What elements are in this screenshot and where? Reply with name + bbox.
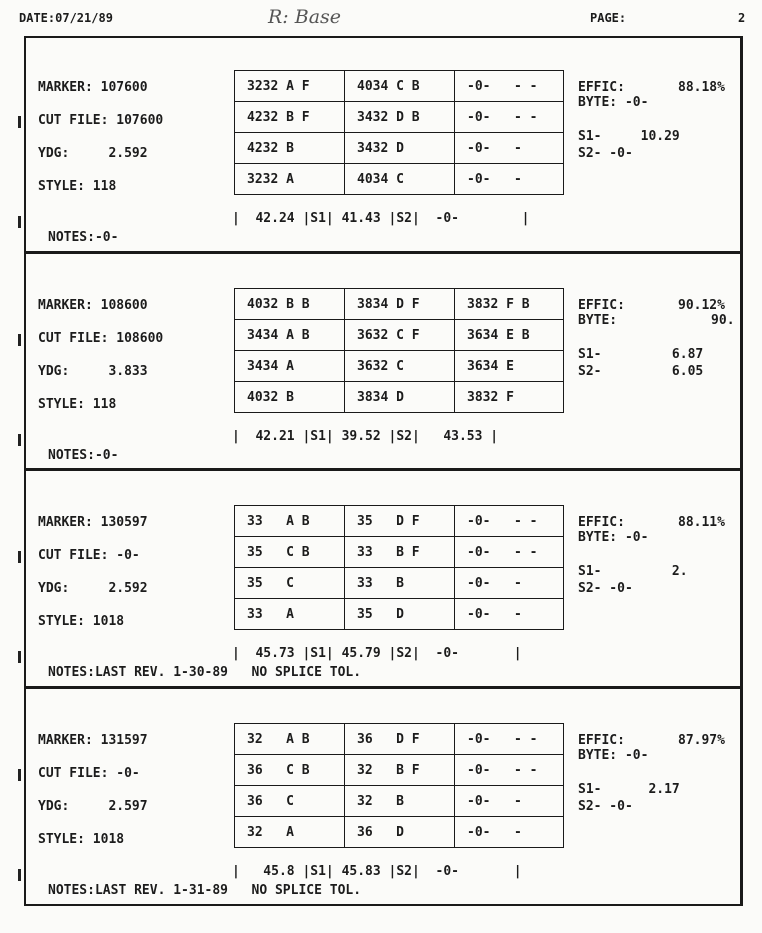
totals-line: | 42.24 |S1| 41.43 |S2| -0- | bbox=[232, 211, 530, 226]
grid-row bbox=[235, 786, 564, 817]
notes: NOTES:LAST REV. 1-31-89 NO SPLICE TOL. bbox=[48, 883, 362, 898]
grid-cell: -0- - - bbox=[455, 102, 564, 133]
grid-row bbox=[235, 599, 564, 630]
grid-cell: 3434 A B bbox=[235, 320, 345, 351]
byte-value: BYTE: -0- bbox=[578, 530, 649, 545]
grid-row bbox=[235, 755, 564, 786]
grid-cell: 36 C B bbox=[235, 755, 345, 786]
yardage: YDG: 3.833 bbox=[38, 364, 148, 379]
cut-file: CUT FILE: -0- bbox=[38, 766, 140, 781]
grid-cell: -0- - bbox=[455, 568, 564, 599]
page-label: PAGE: bbox=[590, 11, 627, 25]
section-divider bbox=[24, 468, 743, 471]
marker-id: MARKER: 131597 bbox=[38, 733, 148, 748]
grid-cell: 33 B bbox=[345, 568, 455, 599]
grid-cell: 4034 C bbox=[345, 164, 455, 195]
grid-cell: -0- - bbox=[455, 164, 564, 195]
byte-value: BYTE: -0- bbox=[578, 95, 649, 110]
effic-value: 87.97% bbox=[678, 733, 725, 748]
page-number: 2 bbox=[738, 11, 746, 25]
handwritten-note: R: Base bbox=[268, 6, 342, 28]
grid-cell: -0- - - bbox=[455, 537, 564, 568]
punch-tick bbox=[18, 216, 21, 228]
s1-value: S1- 2.17 bbox=[578, 782, 680, 797]
grid-cell: -0- - bbox=[455, 133, 564, 164]
section-divider bbox=[24, 686, 743, 689]
effic-label: EFFIC: bbox=[578, 298, 625, 313]
notes: NOTES:LAST REV. 1-30-89 NO SPLICE TOL. bbox=[48, 665, 362, 680]
grid-cell: 4034 C B bbox=[345, 71, 455, 102]
grid-cell: 4232 B F bbox=[235, 102, 345, 133]
report-date: DATE:07/21/89 bbox=[19, 11, 113, 25]
notes: NOTES:-0- bbox=[48, 230, 119, 245]
grid-cell: -0- - - bbox=[455, 755, 564, 786]
grid-row bbox=[235, 71, 564, 102]
grid-cell: 35 D F bbox=[345, 506, 455, 537]
grid-cell: 3834 D F bbox=[345, 289, 455, 320]
grid-cell: 33 B F bbox=[345, 537, 455, 568]
grid-cell: 3232 A F bbox=[235, 71, 345, 102]
s2-value: S2- -0- bbox=[578, 799, 633, 814]
s2-value: S2- -0- bbox=[578, 581, 633, 596]
punch-tick bbox=[18, 551, 21, 563]
style-number: STYLE: 118 bbox=[38, 179, 117, 194]
s2-value: S2- -0- bbox=[578, 146, 633, 161]
grid-cell: 35 D bbox=[345, 599, 455, 630]
style-number: STYLE: 1018 bbox=[38, 832, 125, 847]
marker-id: MARKER: 130597 bbox=[38, 515, 148, 530]
cut-file: CUT FILE: 108600 bbox=[38, 331, 164, 346]
effic-label: EFFIC: bbox=[578, 80, 625, 95]
totals-line: | 45.8 |S1| 45.83 |S2| -0- | bbox=[232, 864, 522, 879]
grid-row bbox=[235, 133, 564, 164]
section-divider bbox=[24, 251, 743, 254]
grid-row bbox=[235, 537, 564, 568]
size-grid bbox=[234, 70, 564, 195]
grid-cell: -0- - bbox=[455, 786, 564, 817]
cut-file: CUT FILE: 107600 bbox=[38, 113, 164, 128]
grid-cell: 3632 C F bbox=[345, 320, 455, 351]
grid-row bbox=[235, 724, 564, 755]
effic-value: 88.11% bbox=[678, 515, 725, 530]
marker-id: MARKER: 107600 bbox=[38, 80, 148, 95]
punch-tick bbox=[18, 334, 21, 346]
punch-tick bbox=[18, 434, 21, 446]
size-grid bbox=[234, 288, 564, 413]
style-number: STYLE: 118 bbox=[38, 397, 117, 412]
s1-value: S1- 2. bbox=[578, 564, 688, 579]
totals-line: | 42.21 |S1| 39.52 |S2| 43.53 | bbox=[232, 429, 499, 444]
grid-cell: 36 C bbox=[235, 786, 345, 817]
yardage: YDG: 2.592 bbox=[38, 146, 148, 161]
effic-label: EFFIC: bbox=[578, 733, 625, 748]
grid-cell: 32 B F bbox=[345, 755, 455, 786]
grid-cell: 3632 C bbox=[345, 351, 455, 382]
grid-row bbox=[235, 102, 564, 133]
grid-cell: 33 A bbox=[235, 599, 345, 630]
grid-cell: -0- - bbox=[455, 599, 564, 630]
byte-value: BYTE: 90. bbox=[578, 313, 735, 328]
grid-cell: 32 A bbox=[235, 817, 345, 848]
grid-row bbox=[235, 289, 564, 320]
grid-cell: 4032 B B bbox=[235, 289, 345, 320]
s1-value: S1- 10.29 bbox=[578, 129, 680, 144]
effic-value: 90.12% bbox=[678, 298, 725, 313]
marker-id: MARKER: 108600 bbox=[38, 298, 148, 313]
totals-line: | 45.73 |S1| 45.79 |S2| -0- | bbox=[232, 646, 522, 661]
grid-row bbox=[235, 164, 564, 195]
grid-cell: 35 C bbox=[235, 568, 345, 599]
grid-cell: 4232 B bbox=[235, 133, 345, 164]
grid-cell: -0- - - bbox=[455, 506, 564, 537]
grid-cell: 3832 F B bbox=[455, 289, 564, 320]
grid-cell: 35 C B bbox=[235, 537, 345, 568]
grid-cell: 36 D F bbox=[345, 724, 455, 755]
punch-tick bbox=[18, 769, 21, 781]
grid-cell: 3832 F bbox=[455, 382, 564, 413]
grid-cell: -0- - bbox=[455, 817, 564, 848]
style-number: STYLE: 1018 bbox=[38, 614, 125, 629]
grid-cell: 3432 D bbox=[345, 133, 455, 164]
s1-value: S1- 6.87 bbox=[578, 347, 704, 362]
cut-file: CUT FILE: -0- bbox=[38, 548, 140, 563]
effic-label: EFFIC: bbox=[578, 515, 625, 530]
size-grid bbox=[234, 723, 564, 848]
yardage: YDG: 2.597 bbox=[38, 799, 148, 814]
punch-tick bbox=[18, 651, 21, 663]
grid-row bbox=[235, 568, 564, 599]
grid-cell: 36 D bbox=[345, 817, 455, 848]
notes: NOTES:-0- bbox=[48, 448, 119, 463]
grid-cell: 3634 E B bbox=[455, 320, 564, 351]
grid-cell: 4032 B bbox=[235, 382, 345, 413]
grid-row bbox=[235, 817, 564, 848]
yardage: YDG: 2.592 bbox=[38, 581, 148, 596]
grid-cell: 32 B bbox=[345, 786, 455, 817]
byte-value: BYTE: -0- bbox=[578, 748, 649, 763]
grid-row bbox=[235, 382, 564, 413]
grid-cell: 3634 E bbox=[455, 351, 564, 382]
grid-cell: 3232 A bbox=[235, 164, 345, 195]
size-grid bbox=[234, 505, 564, 630]
grid-cell: -0- - - bbox=[455, 724, 564, 755]
grid-row bbox=[235, 506, 564, 537]
grid-cell: 3432 D B bbox=[345, 102, 455, 133]
grid-cell: -0- - - bbox=[455, 71, 564, 102]
s2-value: S2- 6.05 bbox=[578, 364, 704, 379]
grid-row bbox=[235, 351, 564, 382]
grid-cell: 3834 D bbox=[345, 382, 455, 413]
grid-cell: 33 A B bbox=[235, 506, 345, 537]
effic-value: 88.18% bbox=[678, 80, 725, 95]
grid-row bbox=[235, 320, 564, 351]
punch-tick bbox=[18, 116, 21, 128]
punch-tick bbox=[18, 869, 21, 881]
grid-cell: 3434 A bbox=[235, 351, 345, 382]
grid-cell: 32 A B bbox=[235, 724, 345, 755]
